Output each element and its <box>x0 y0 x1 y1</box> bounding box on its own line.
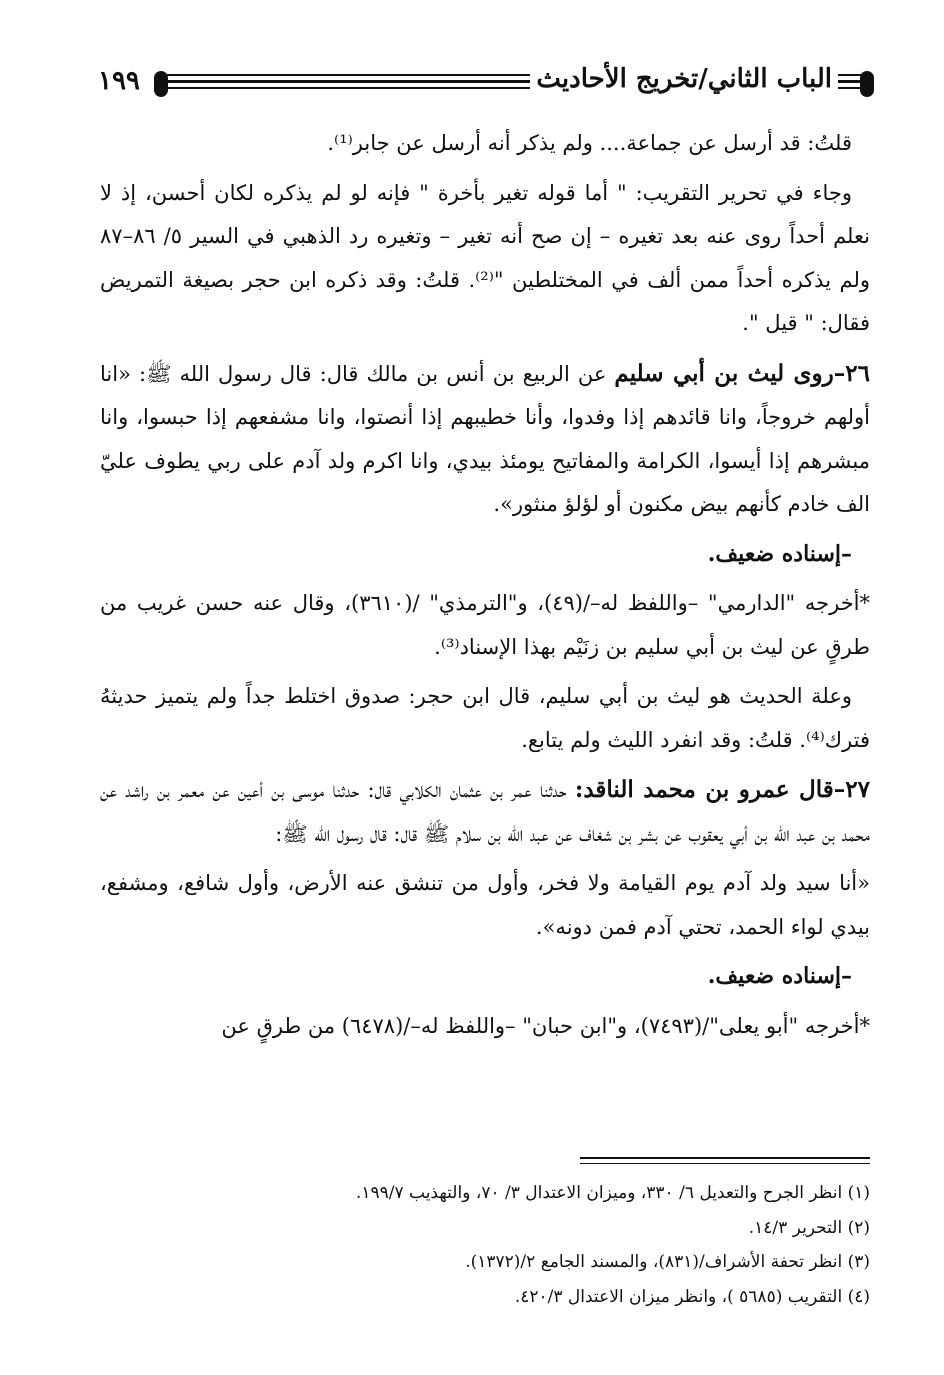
footnote-1: (١) انظر الجرح والتعديل ٦/ ٣٣٠، وميزان الاعتدال ٣/ ٧٠، والتهذيب ١٩٩/٧. <box>355 1183 870 1203</box>
hadith-26-heading: ٢٦–روى ليث بن أبي سليم <box>614 359 870 387</box>
footnote-2: (٢) التحرير ١٤/٣. <box>748 1217 870 1238</box>
hadith-27 <box>100 768 870 856</box>
main-text <box>100 122 870 1054</box>
takhrij-paragraph: *أخرجه "أبو يعلى"/(٧٤٩٣)، و"ابن حبان" –واللفظ له–/(٦٤٧٨) من طرقٍ عن <box>221 1013 870 1038</box>
footnote-separator <box>580 1163 870 1164</box>
chapter-title: الباب الثاني/تخريج الأحاديث <box>530 64 838 94</box>
ornament-left-icon <box>154 71 168 97</box>
paragraph: وجاء في تحرير التقريب: " أما قوله تغير بأخرة " فإنه لو لم يذكره لكان أحسن، إذ لا نعلم أحداً روى عنه بعد تغيره – إن صح أنه تغير – وتغيره رد الذهبي في السير ٥/ ٨٦–٨٧ ولم يذكره أحداً ممن ألف في المختلطين "⁽²⁾. قلتُ: وقد ذكره ابن حجر بصيغة التمريض فقال: " قيل ". <box>100 180 871 335</box>
footnote-separator <box>580 1157 870 1159</box>
running-header <box>96 60 876 108</box>
paragraph: قلتُ: قد أرسل عن جماعة.... ولم يذكر أنه أرسل عن جابر⁽¹⁾. <box>327 131 852 155</box>
takhrij-paragraph: *أخرجه "الدارمي" –واللفظ له–/(٤٩)، و"الترمذي" /(٣٦١٠)، وقال عنه حسن غريب من طرقٍ عن ليث بن أبي سليم بن زنَيْم بهذا الإسناد⁽³⁾. <box>100 591 871 659</box>
isnad-verdict: –إسناده ضعيف. <box>707 540 852 567</box>
hadith-26 <box>100 352 870 527</box>
footnote-4: (٤) التقريب (٥٦٨٥ )، وانظر ميزان الاعتدال ٤٢٠/٣. <box>514 1286 870 1307</box>
footnotes <box>90 1176 870 1314</box>
ornament-right-icon <box>860 71 874 97</box>
hadith-matn: «أنا سيد ولد آدم يوم القيامة ولا فخر، وأول من تنشق عنه الأرض، وأول شافع، ومشفع، بيدي لواء الحمد، تحتي آدم فمن دونه». <box>100 871 870 939</box>
hadith-26-text: عن الربيع بن أنس بن مالك قال: قال رسول الله ﷺ: «انا أولهم خروجاً، وانا قائدهم إذا وفدوا، وأنا خطيبهم إذا أنصتوا، وانا مشفعهم إذا حبسوا، وانا مبشرهم إذا أيسوا، الكرامة والمفاتيح يومئذ بيدي، وانا اكرم ولد آدم على ربي يطوف عليّ الف خادم كأنهم بيض مكنون أو لؤلؤ منثور». <box>100 361 870 516</box>
footnote-3: (٣) انظر تحفة الأشراف/(٨٣١)، والمسند الجامع ٢/(١٣٧٢). <box>465 1252 870 1272</box>
hadith-27-heading: ٢٧–قال عمرو بن محمد الناقد: <box>574 776 870 803</box>
isnad-verdict: –إسناده ضعيف. <box>707 963 852 989</box>
hadith-27-text: حدثنا عمر بن عثمان الكلابي قال: حدثنا موسى بن أعين عن معمر بن راشد عن محمد بن عبد الله بن أبي يعقوب عن بشر بن شغاف عن عبد الله بن سلام ﷺ قال: قال رسول الله ﷺ: <box>100 778 870 846</box>
page-number: ١٩٩ <box>98 66 140 96</box>
paragraph: وعلة الحديث هو ليث بن أبي سليم، قال ابن حجر: صدوق اختلط جداً ولم يتميز حديثهُ فترك⁽⁴⁾. قلتُ: وقد انفرد الليث ولم يتابع. <box>100 684 870 752</box>
